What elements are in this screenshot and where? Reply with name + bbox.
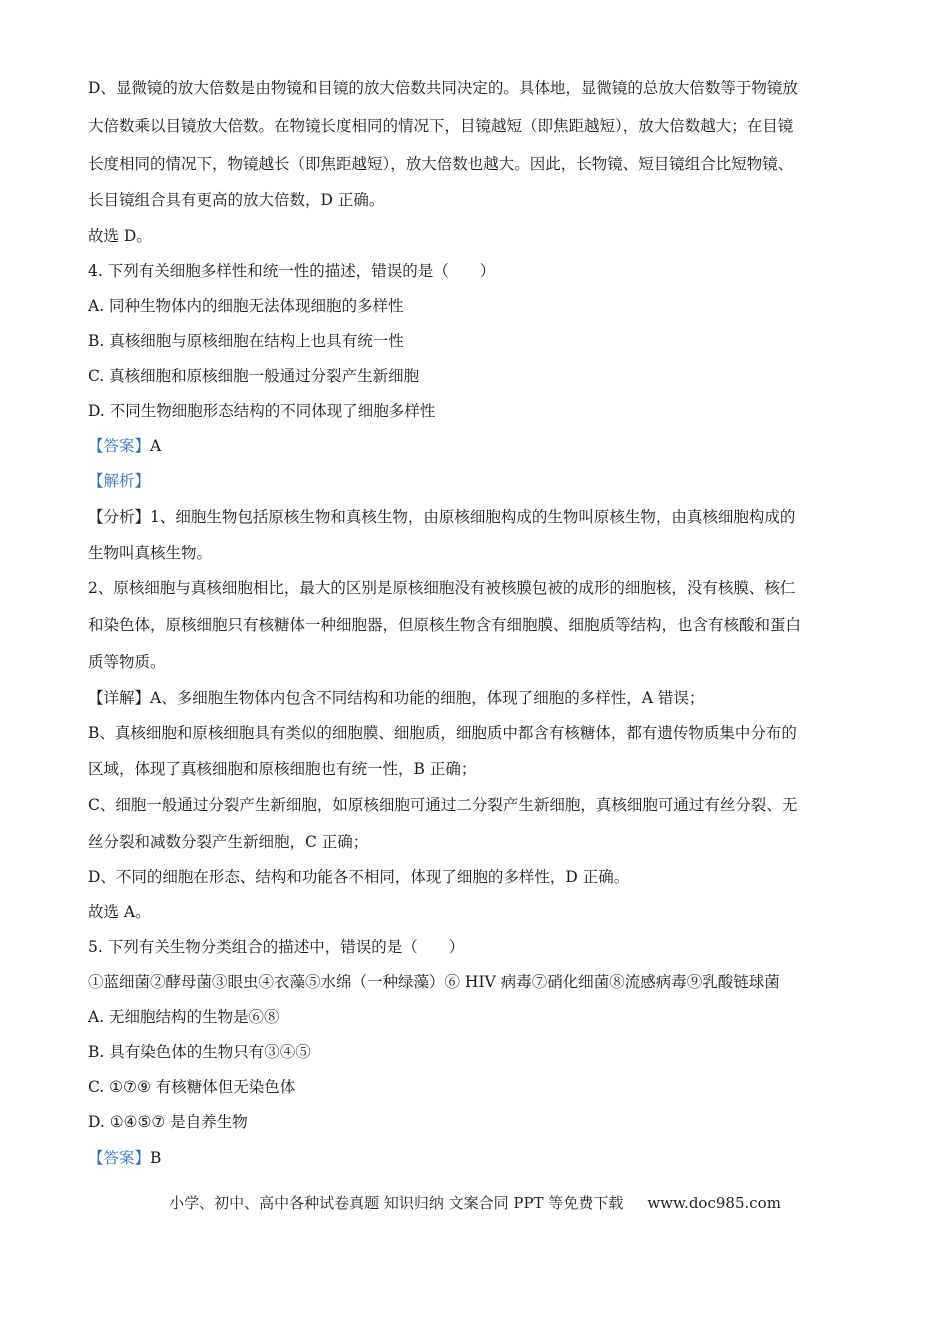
text-line: 2、原核细胞与真核细胞相比，最大的区别是原核细胞没有被核膜包被的成形的细胞核，没有核膜、核仁 — [88, 579, 796, 597]
jiexi-heading — [88, 469, 150, 491]
option-c: C. ①⑦⑨ 有核糖体但无染色体 — [88, 1078, 296, 1096]
option-b: B. 具有染色体的生物只有③④⑤ — [88, 1043, 311, 1061]
option-c: C. 真核细胞和原核细胞一般通过分裂产生新细胞 — [88, 367, 420, 385]
text-line: 生物叫真核生物。 — [88, 544, 213, 562]
text-line: D、不同的细胞在形态、结构和功能各不相同，体现了细胞的多样性，D 正确。 — [88, 868, 630, 886]
text-line: B、真核细胞和原核细胞具有类似的细胞膜、细胞质，细胞质中都含有核糖体，都有遗传物质集中分布的 — [88, 724, 797, 742]
text-line: 丝分裂和减数分裂产生新细胞，C 正确； — [88, 833, 369, 851]
fenxi-tag: 【分析】 — [88, 508, 151, 526]
text-line: 故选 A。 — [88, 903, 151, 921]
answer-5 — [88, 1146, 161, 1168]
xiangjie-text: A、多细胞生物体内包含不同结构和功能的细胞，体现了细胞的多样性，A 错误； — [150, 689, 705, 707]
organism-list: ①蓝细菌②酵母菌③眼虫④衣藻⑤水绵（一种绿藻）⑥ HIV 病毒⑦硝化细菌⑧流感病毒⑨乳酸链球菌 — [88, 973, 780, 991]
text-line: 质等物质。 — [88, 653, 166, 671]
text-line: C、细胞一般通过分裂产生新细胞，如原核细胞可通过二分裂产生新细胞，真核细胞可通过有丝分裂、无 — [88, 796, 798, 814]
footer-text: 小学、初中、高中各种试卷真题 知识归纳 文案合同 PPT 等免费下载 — [169, 1194, 624, 1212]
text-line: 长目镜组合具有更高的放大倍数，D 正确。 — [88, 191, 385, 209]
question-5-stem: 5. 下列有关生物分类组合的描述中，错误的是（ ） — [88, 938, 465, 956]
option-b: B. 真核细胞与原核细胞在结构上也具有统一性 — [88, 332, 404, 350]
text-line: D、显微镜的放大倍数是由物镜和目镜的放大倍数共同决定的。具体地，显微镜的总放大倍数等于物镜放 — [88, 79, 798, 97]
fenxi-line — [88, 505, 795, 527]
text-line: 区域，体现了真核细胞和原核细胞也有统一性，B 正确； — [88, 760, 477, 778]
answer-tag: 【答案】 — [88, 1149, 151, 1167]
answer-tag: 【答案】 — [88, 437, 151, 455]
text-line: 大倍数乘以目镜放大倍数。在物镜长度相同的情况下，目镜越短（即焦距越短），放大倍数越大；在目镜 — [88, 117, 794, 135]
option-d: D. 不同生物细胞形态结构的不同体现了细胞多样性 — [88, 402, 436, 420]
text-line: 故选 D。 — [88, 227, 152, 245]
xiangjie-line — [88, 686, 704, 708]
fenxi-text: 1、细胞生物包括原核生物和真核生物，由原核细胞构成的生物叫原核生物，由真核细胞构成的 — [150, 508, 796, 526]
question-4-stem: 4. 下列有关细胞多样性和统一性的描述，错误的是（ ） — [88, 262, 496, 280]
footer — [0, 1192, 950, 1213]
xiangjie-tag: 【详解】 — [88, 689, 151, 707]
answer-value: A — [150, 437, 162, 455]
option-a: A. 同种生物体内的细胞无法体现细胞的多样性 — [88, 297, 404, 315]
jiexi-tag: 【解析】 — [88, 472, 151, 490]
text-line: 和染色体，原核细胞只有核糖体一种细胞器，但原核生物含有细胞膜、细胞质等结构，也含有核酸和蛋白 — [88, 616, 802, 634]
footer-link[interactable]: www.doc985.com — [647, 1194, 781, 1212]
text-line: 长度相同的情况下，物镜越长（即焦距越短），放大倍数也越大。因此，长物镜、短目镜组合比短物镜、 — [88, 155, 794, 173]
option-a: A. 无细胞结构的生物是⑥⑧ — [88, 1008, 280, 1026]
answer-4 — [88, 434, 161, 456]
option-d: D. ①④⑤⑦ 是自养生物 — [88, 1113, 248, 1131]
answer-value: B — [150, 1149, 162, 1167]
